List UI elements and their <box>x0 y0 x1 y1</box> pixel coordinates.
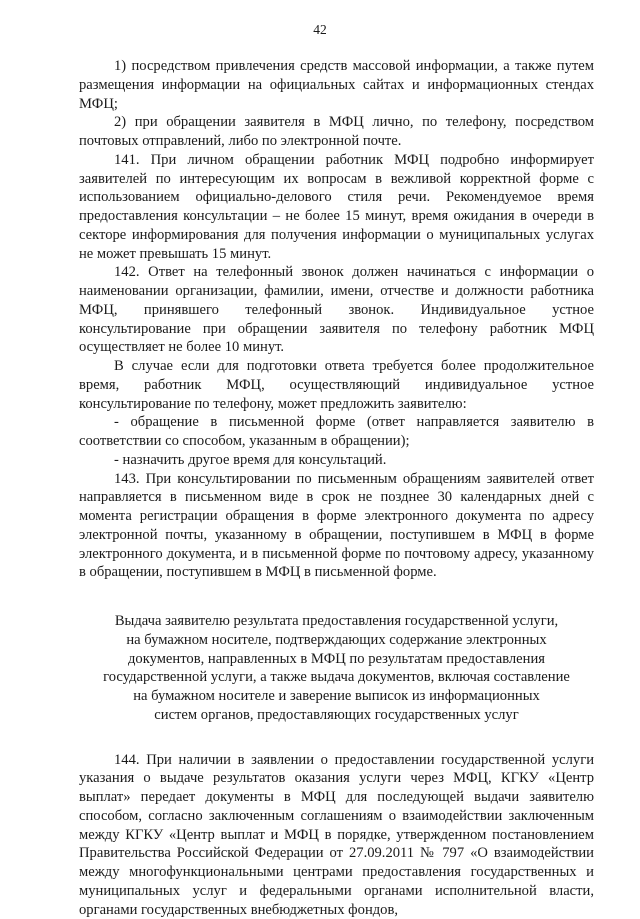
paragraph-1: 1) посредством привлечения средств массовой информации, а также путем размещения информации на официальных сайтах и информационных стендах МФЦ; <box>79 57 594 113</box>
section-heading: Выдача заявителю результата предоставления государственной услуги, на бумажном носителе, подтверждающих содержание электронных документов, направленных в МФЦ по результатам предоставления государственной услуги, а также выдача документов, включая составление на бумажном носителе и заверение выписок из информационных систем органов, предоставляющих государственных услуг <box>79 612 594 725</box>
paragraph-142: 142. Ответ на телефонный звонок должен начинаться с информации о наименовании организации, фамилии, имени, отчестве и должности работника МФЦ, принявшего телефонный звонок. Индивидуальное устное консультирование при обращении заявителя по телефону работник МФЦ осуществляет не более 10 минут. <box>79 263 594 357</box>
paragraph-phone-consultation: В случае если для подготовки ответа требуется более продолжительное время, работник МФЦ, осуществляющий индивидуальное устное консультирование по телефону, может предложить заявителю: <box>79 357 594 413</box>
paragraph-2: 2) при обращении заявителя в МФЦ лично, по телефону, посредством почтовых отправлений, либо по электронной почте. <box>79 113 594 151</box>
document-body <box>79 57 594 919</box>
list-item-written-request: - обращение в письменной форме (ответ направляется заявителю в соответствии со способом, указанным в обращении); <box>79 413 594 451</box>
list-item-other-time: - назначить другое время для консультаций. <box>79 451 594 470</box>
paragraph-143: 143. При консультировании по письменным обращениям заявителей ответ направляется в письменном виде в срок не позднее 30 календарных дней с момента регистрации обращения в форме электронного документа по адресу электронной почты, указанному в обращении, поступившем в МФЦ в форме электронного документа, и в письменной форме по почтовому адресу, указанному в обращении, поступившем в МФЦ в письменной форме. <box>79 470 594 583</box>
paragraph-141: 141. При личном обращении работник МФЦ подробно информирует заявителей по интересующим их вопросам в вежливой корректной форме с использованием официально-делового стиля речи. Рекомендуемое время предоставления консультации – не более 15 минут, время ожидания в очереди в секторе информирования для получения информации о муниципальных услугах не может превышать 15 минут. <box>79 151 594 264</box>
paragraph-144: 144. При наличии в заявлении о предоставлении государственной услуги указания о выдаче результатов оказания услуги через МФЦ, КГКУ «Центр выплат» передает документы в МФЦ для последующей выдачи заявителю способом, согласно заключенным соглашениям о взаимодействии заключенным между КГКУ «Центр выплат и МФЦ в порядке, утвержденном постановлением Правительства Российской Федерации от 27.09.2011 № 797 «О взаимодействии между многофункциональными центрами предоставления государственных и муниципальных услуг и федеральными органами исполнительной власти, органами государственных внебюджетных фондов, <box>79 751 594 919</box>
page-number: 42 <box>0 22 640 38</box>
